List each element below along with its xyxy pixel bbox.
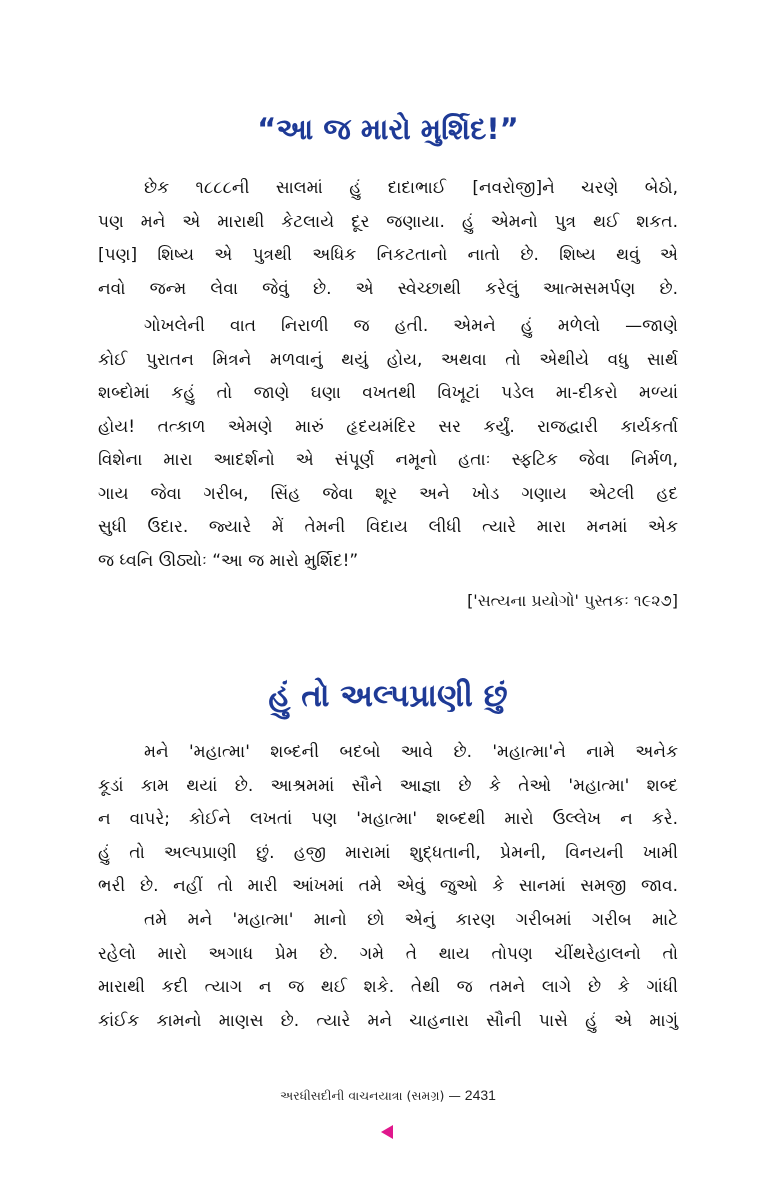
text-line: મને 'મહાત્મા' શબ્દની બદબો આવે છે. 'મહાત્મા'ને નામે અનેક: [144, 742, 678, 762]
footer-separator: —: [444, 1088, 465, 1103]
left-triangle-icon[interactable]: [381, 1125, 393, 1139]
section-title-alpaprani: હું તો અલ્પપ્રાણી છું: [268, 678, 508, 714]
text-line: ગાય જેવા ગરીબ, સિંહ જેવા શૂર અને ખોડ ગણાય એટલી હદ: [98, 483, 678, 504]
source-citation: ['સત્યના પ્રયોગો' પુસ્તકઃ ૧૯૨૭]: [467, 591, 678, 610]
text-line: હું તો અલ્પપ્રાણી છું. હજી મારામાં શુદ્ધતાની, પ્રેમની, વિનયની ખામી: [98, 842, 678, 863]
text-line: કાંઈક કામનો માણસ છે. ત્યારે મને ચાહનારા સૌની પાસે હું એ માગું: [98, 1010, 678, 1031]
text-line: રહેલો મારો અગાધ પ્રેમ છે. ગમે તે થાય તોપણ ચીંથરેહાલનો તો: [98, 943, 678, 964]
text-line: મારાથી કદી ત્યાગ ન જ થઈ શકે. તેથી જ તમને લાગે છે કે ગાંધી: [98, 977, 678, 997]
text-line: શબ્દોમાં કહું તો જાણે ઘણા વખતથી વિખૂટાં પડેલ મા-દીકરો મળ્યાં: [98, 383, 678, 403]
text-line: [પણ] શિષ્ય એ પુત્રથી અધિક નિકટતાનો નાતો છે. શિષ્ય થવું એ: [98, 245, 678, 265]
text-line: કૂડાં કામ થયાં છે. આશ્રમમાં સૌને આજ્ઞા છે કે તેઓ 'મહાત્મા' શબ્દ: [98, 775, 678, 796]
text-line: છેક ૧૮૮૮ની સાલમાં હું દાદાભાઈ [નવરોજી]ને ચરણે બેઠો,: [144, 178, 678, 198]
text-line: સુધી ઉદાર. જ્યારે મેં તેમની વિદાય લીધી ત્યારે મારા મનમાં એક: [98, 517, 678, 537]
page-footer: [0, 1087, 776, 1104]
text-line: ભરી છે. નહીં તો મારી આંખમાં તમે એવું જુઓ કે સાનમાં સમજી જાવ.: [98, 876, 678, 896]
text-line: ન વાપરે; કોઈને લખતાં પણ 'મહાત્મા' શબ્દથી મારો ઉલ્લેખ ન કરે.: [98, 809, 678, 829]
text-line: તમે મને 'મહાત્મા' માનો છો એનું કારણ ગરીબમાં ગરીબ માટે: [144, 910, 678, 930]
text-line: ગોખલેની વાત નિરાળી જ હતી. એમને હું મળેલો —જાણે: [144, 316, 678, 336]
text-line: જ ધ્વનિ ઊઠ્યોઃ “આ જ મારો મુર્શિદ!”: [98, 550, 359, 571]
page-number: 2431: [464, 1087, 496, 1103]
section-title-murshid: “આ જ મારો મુર્શિદ!”: [257, 112, 519, 146]
paragraph: [98, 310, 678, 578]
book-title: અરધીસદીની વાચનયાત્રા (સમગ્ર): [280, 1088, 445, 1103]
paragraph: [98, 904, 678, 1038]
text-line: નવો જન્મ લેવા જેવું છે. એ સ્વેચ્છાથી કરેલું આત્મસમર્પણ છે.: [98, 278, 678, 299]
text-line: વિશેના મારા આદર્શનો એ સંપૂર્ણ નમૂનો હતાઃ સ્ફટિક જેવા નિર્મળ,: [98, 450, 678, 470]
paragraph: [98, 172, 678, 306]
text-line: કોઈ પુરાતન મિત્રને મળવાનું થયું હોય, અથવા તો એથીયે વધુ સાર્થ: [98, 349, 678, 370]
text-line: હોય! તત્કાળ એમણે મારું હૃદયમંદિર સર કર્યું. રાજદ્વારી કાર્યકર્તા: [98, 416, 678, 437]
text-line: પણ મને એ મારાથી કેટલાયે દૂર જણાયા. હું એમનો પુત્ર થઈ શકત.: [98, 211, 678, 232]
paragraph: [98, 736, 678, 904]
